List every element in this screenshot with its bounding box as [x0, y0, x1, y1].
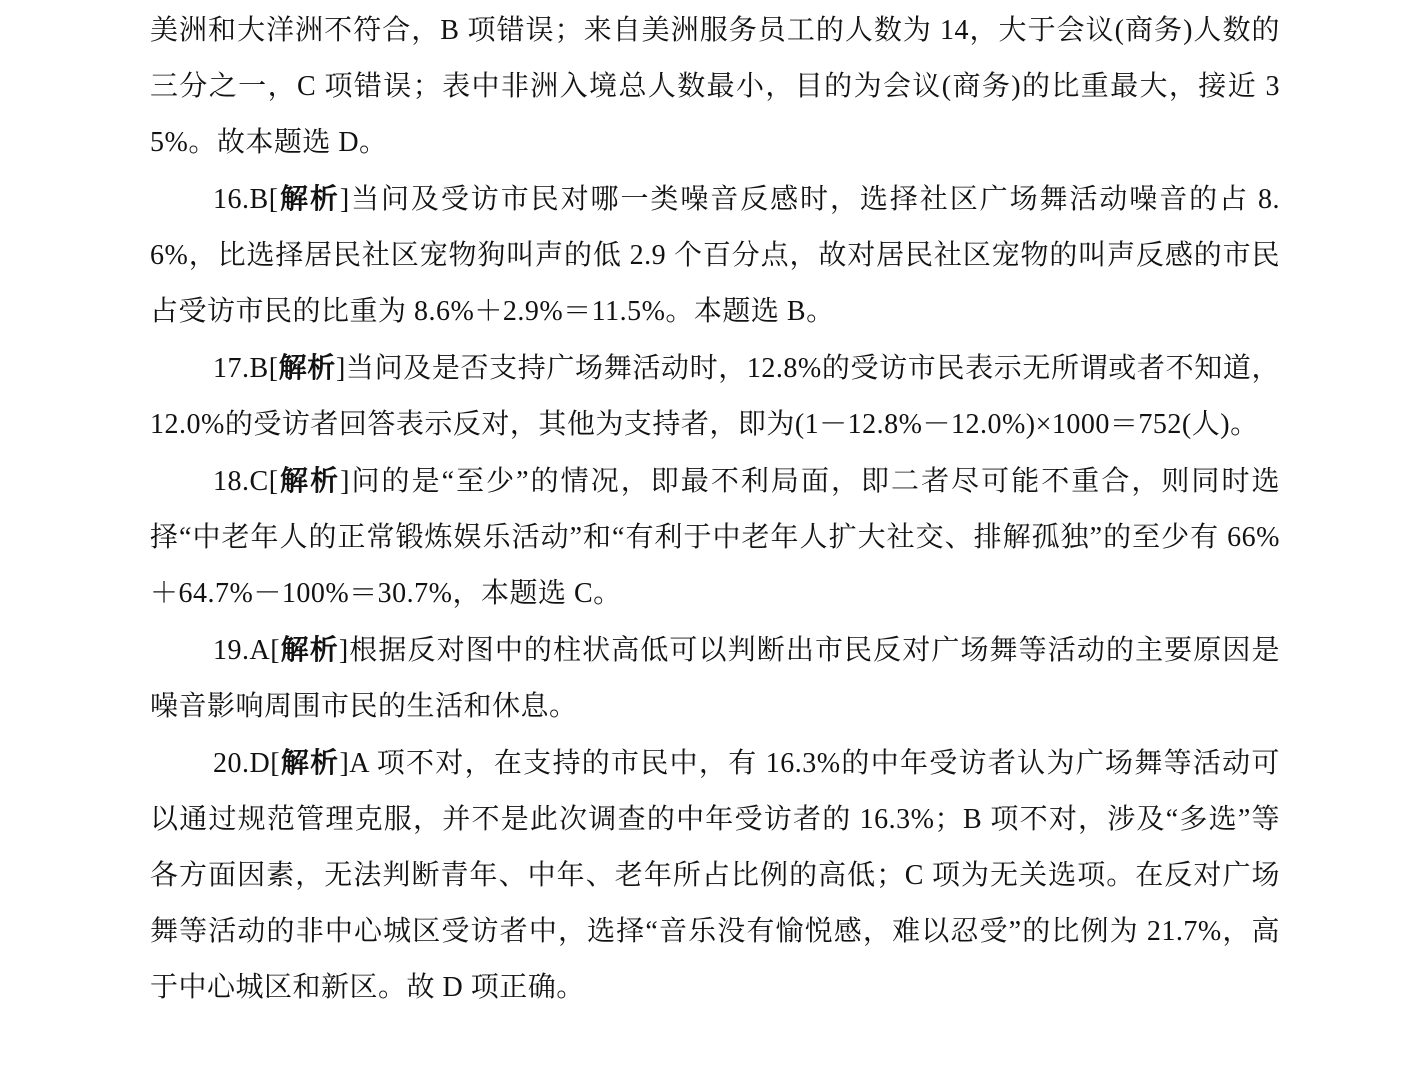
label-bracket-close: ] [339, 184, 350, 215]
explanation-text: 根据反对图中的柱状高低可以判断出市民反对广场舞等活动的主要原因是噪音影响周围市民的生活和休息。 [150, 635, 1280, 722]
label-bracket-open: [ [268, 353, 279, 384]
question-number-answer: 17.B [213, 353, 269, 384]
explanation-paragraph [150, 735, 1280, 1016]
explanation-paragraph [150, 453, 1280, 622]
analysis-label: 解析 [278, 352, 336, 383]
analysis-label: 解析 [278, 465, 341, 496]
explanation-text: 当问及是否支持广场舞活动时，12.8%的受访市民表示无所谓或者不知道，12.0%的受访者回答表示反对，其他为支持者，即为(1－12.8%－12.0%)×1000＝752(人)。 [150, 353, 1280, 440]
explanation-paragraph [150, 622, 1280, 735]
label-bracket-close: ] [339, 748, 350, 779]
analysis-label: 解析 [278, 183, 340, 214]
label-bracket-open: [ [270, 635, 281, 666]
explanation-text: A 项不对，在支持的市民中，有 16.3%的中年受访者认为广场舞等活动可以通过规范管理克服，并不是此次调查的中年受访者的 16.3%；B 项不对，涉及“多选”等各方面因素，无法判断青年、中年、老年所占比例的高低；C 项为无关选项。在反对广场舞等活动的非中心城区受访者中，选择“音乐没有愉悦感，难以忍受”的比例为 21.7%，高于中心城区和新区。故 D 项正确。 [150, 748, 1280, 1003]
label-bracket-open: [ [270, 748, 281, 779]
explanation-paragraph [150, 340, 1280, 453]
question-number-answer: 20.D [213, 748, 271, 779]
label-bracket-close: ] [340, 466, 350, 497]
question-number-answer: 18.C [213, 466, 269, 497]
analysis-label: 解析 [280, 747, 340, 778]
explanation-paragraph [150, 2, 1280, 171]
question-number-answer: 16.B [213, 184, 269, 215]
label-bracket-open: [ [268, 466, 279, 497]
analysis-label: 解析 [280, 634, 339, 665]
question-number-answer: 19.A [213, 635, 271, 666]
answer-explanations [150, 2, 1280, 1016]
explanation-paragraph [150, 171, 1280, 340]
label-bracket-close: ] [338, 635, 349, 666]
explanation-text: 问的是“至少”的情况，即最不利局面，即二者尽可能不重合，则同时选择“中老年人的正常锻炼娱乐活动”和“有利于中老年人扩大社交、排解孤独”的至少有 66%＋64.7%－100%＝30.7%，本题选 C。 [150, 466, 1280, 609]
label-bracket-open: [ [268, 184, 279, 215]
explanation-text: 当问及受访市民对哪一类噪音反感时，选择社区广场舞活动噪音的占 8.6%，比选择居民社区宠物狗叫声的低 2.9 个百分点，故对居民社区宠物的叫声反感的市民占受访市民的比重为 8.6%＋2.9%＝11.5%。本题选 B。 [150, 184, 1280, 327]
explanation-text: 美洲和大洋洲不符合，B 项错误；来自美洲服务员工的人数为 14，大于会议(商务)人数的三分之一，C 项错误；表中非洲入境总人数最小，目的为会议(商务)的比重最大，接近 35%。故本题选 D。 [150, 15, 1280, 158]
label-bracket-close: ] [335, 353, 346, 384]
